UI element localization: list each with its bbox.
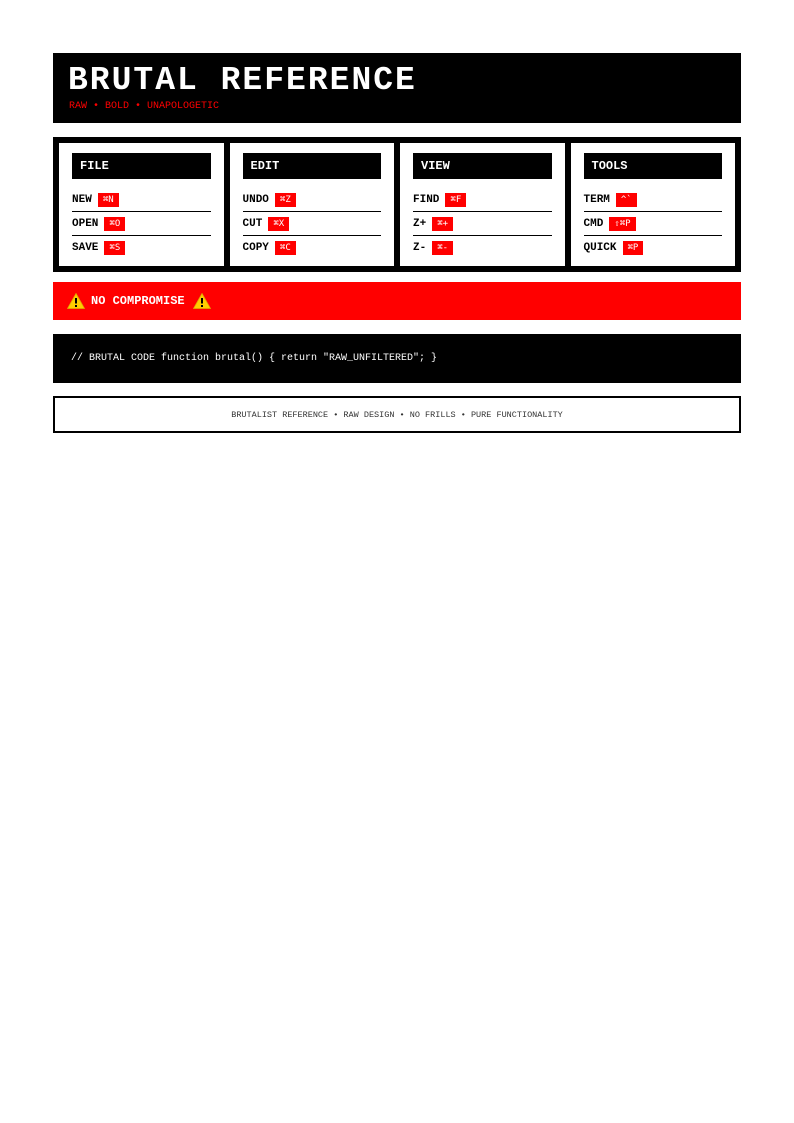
shortcut-key: ⌘S <box>104 241 125 255</box>
shortcut-key: ⌘X <box>268 217 289 231</box>
shortcut-row <box>72 237 211 259</box>
shortcut-label: SAVE <box>72 242 99 254</box>
shortcut-label: CUT <box>242 218 263 230</box>
shortcut-label: Z- <box>413 242 427 254</box>
shortcut-row <box>584 189 723 212</box>
shortcut-row <box>584 213 723 236</box>
column-title: FILE <box>72 153 211 179</box>
shortcut-row <box>413 213 552 236</box>
shortcut-row <box>243 237 382 259</box>
column-title: VIEW <box>413 153 552 179</box>
page-header <box>53 53 741 123</box>
shortcut-label: COPY <box>242 242 269 254</box>
shortcut-row <box>413 237 552 259</box>
column-title: TOOLS <box>584 153 723 179</box>
code-text: // BRUTAL CODE function brutal() { return "RAW_UNFILTERED"; } <box>71 353 438 364</box>
column-title: EDIT <box>243 153 382 179</box>
shortcut-row <box>72 213 211 236</box>
code-block <box>53 334 741 383</box>
warning-icon <box>193 293 211 309</box>
page-subtitle: RAW • BOLD • UNAPOLOGETIC <box>69 101 220 112</box>
shortcut-key: ⌘F <box>445 193 466 207</box>
column-edit <box>230 143 395 266</box>
shortcut-key: ⌘Z <box>275 193 296 207</box>
alert-banner <box>53 282 741 320</box>
shortcut-label: QUICK <box>583 242 617 254</box>
shortcut-row <box>584 237 723 259</box>
shortcut-key: ⇧⌘P <box>609 217 635 231</box>
shortcut-key: ⌘N <box>98 193 119 207</box>
column-tools <box>571 143 736 266</box>
shortcut-key: ^` <box>616 193 637 207</box>
alert-text: NO COMPROMISE <box>91 294 185 308</box>
shortcut-label: UNDO <box>242 194 269 206</box>
column-view <box>400 143 565 266</box>
shortcut-row <box>243 213 382 236</box>
shortcut-row <box>413 189 552 212</box>
footer-text: BRUTALIST REFERENCE • RAW DESIGN • NO FRILLS • PURE FUNCTIONALITY <box>231 409 563 420</box>
shortcut-key: ⌘- <box>432 241 453 255</box>
shortcut-label: CMD <box>583 218 604 230</box>
shortcut-key: ⌘C <box>275 241 296 255</box>
shortcut-label: Z+ <box>413 218 427 230</box>
shortcut-label: FIND <box>413 194 440 206</box>
shortcut-key: ⌘O <box>104 217 125 231</box>
shortcut-row <box>72 189 211 212</box>
footer <box>53 396 741 433</box>
column-file <box>59 143 224 266</box>
shortcut-label: NEW <box>72 194 92 206</box>
shortcut-key: ⌘+ <box>432 217 453 231</box>
warning-icon <box>67 293 85 309</box>
shortcut-label: TERM <box>583 194 610 206</box>
page-title: BRUTAL REFERENCE <box>68 62 417 99</box>
shortcut-grid <box>53 137 741 272</box>
shortcut-label: OPEN <box>72 218 99 230</box>
shortcut-key: ⌘P <box>623 241 644 255</box>
shortcut-row <box>243 189 382 212</box>
